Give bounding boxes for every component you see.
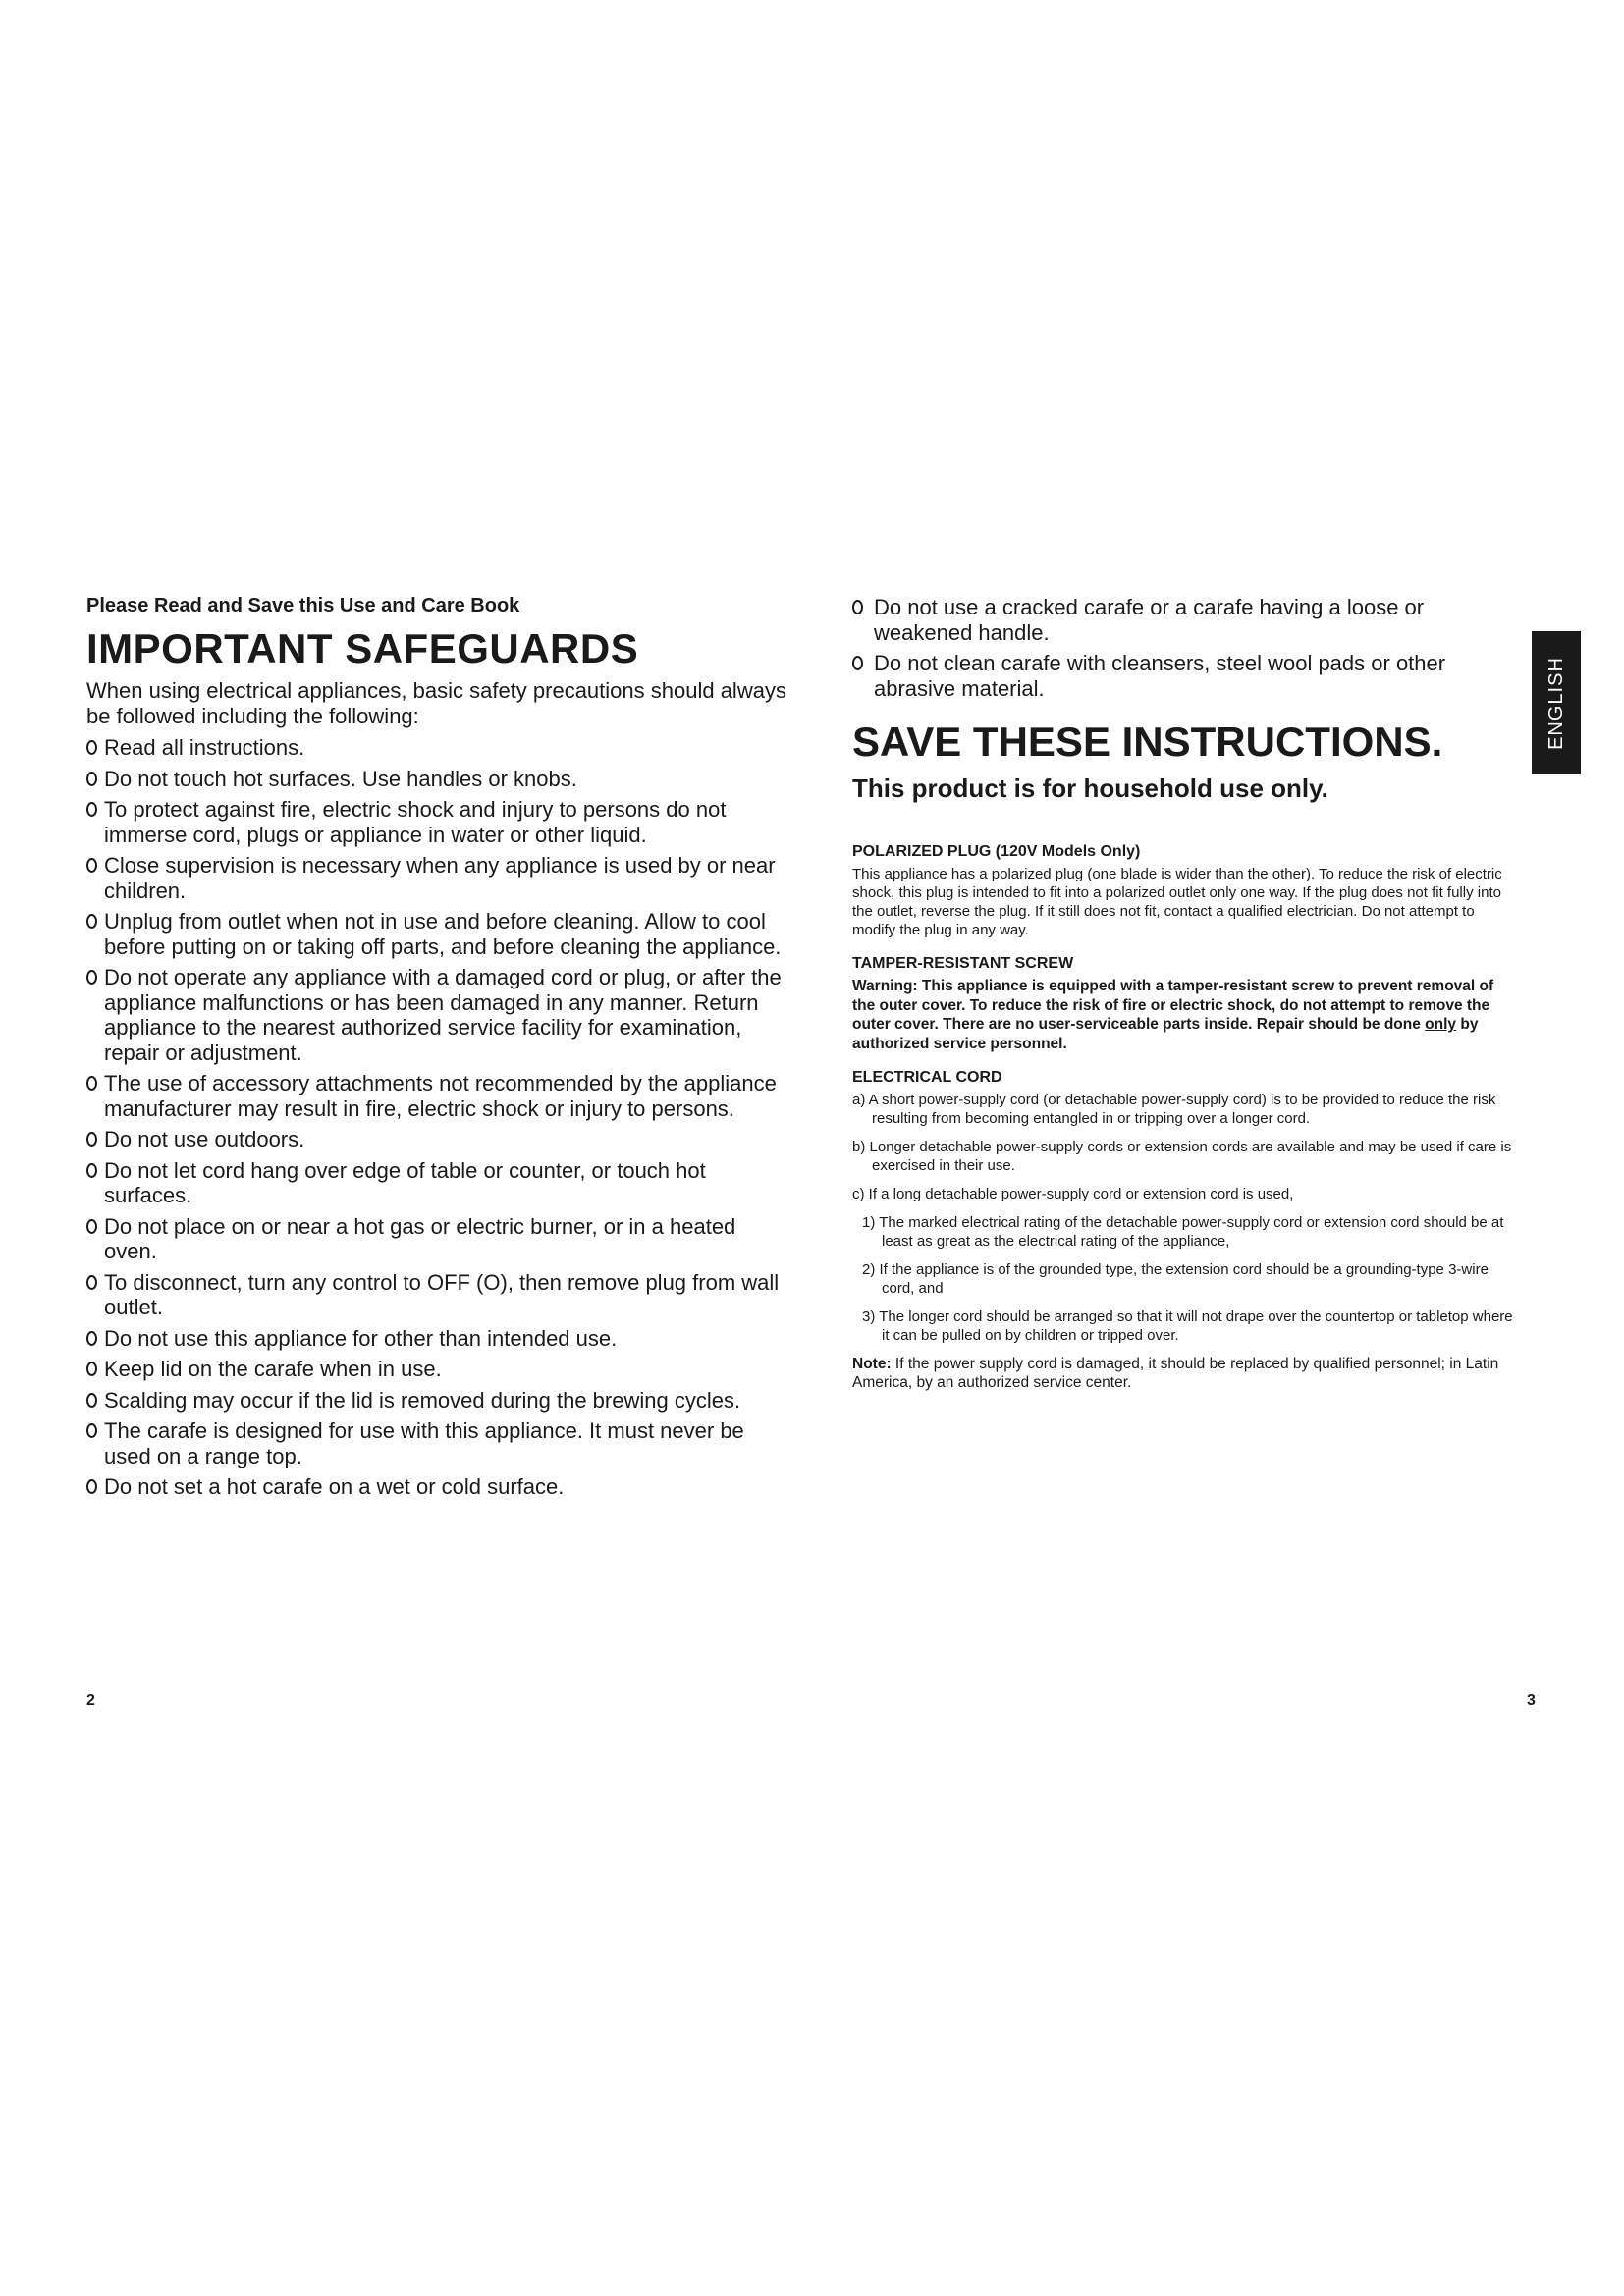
save-instructions-title: SAVE THESE INSTRUCTIONS. bbox=[852, 719, 1443, 765]
list-item: The carafe is designed for use with this appliance. It must never be used on a range top. bbox=[86, 1418, 793, 1468]
circle-bullet-icon bbox=[86, 802, 97, 817]
circle-bullet-icon bbox=[86, 740, 97, 755]
list-item: Do not operate any appliance with a damaged cord or plug, or after the appliance malfunctions or has been damaged in any manner. Return appliance to the nearest authorized service facility for examination, repair or adjustment. bbox=[86, 965, 793, 1065]
list-item: Do not use a cracked carafe or a carafe having a loose or weakened handle. bbox=[852, 595, 1520, 645]
list-item: 2) If the appliance is of the grounded type, the extension cord should be a grounding-type 3-wire cord, and bbox=[862, 1261, 1489, 1298]
circle-bullet-icon bbox=[86, 1479, 97, 1494]
household-use-notice: This product is for household use only. bbox=[852, 774, 1328, 804]
circle-bullet-icon bbox=[86, 1163, 97, 1178]
intro-text: When using electrical appliances, basic safety precautions should always be followed including the following: bbox=[86, 678, 786, 729]
list-item: a) A short power-supply cord (or detachable power-supply cord) is to be provided to reduce the risk resulting from becoming entangled in or tripping over a longer cord. bbox=[852, 1092, 1496, 1128]
note-label: Note: bbox=[852, 1356, 892, 1373]
circle-bullet-icon bbox=[86, 1219, 97, 1234]
language-tab bbox=[1532, 631, 1581, 774]
list-item: Read all instructions. bbox=[86, 735, 793, 761]
power-cord-note: Note: If the power supply cord is damaged, it should be replaced by qualified personnel; in Latin America, by an authorized service center. bbox=[852, 1356, 1499, 1392]
safeguard-list-continued bbox=[852, 595, 1520, 701]
list-item: b) Longer detachable power-supply cords or extension cords are available and may be used if care is exercised in their use. bbox=[852, 1139, 1512, 1175]
tamper-screw-heading: TAMPER-RESISTANT SCREW bbox=[852, 955, 1074, 973]
list-item: 3) The longer cord should be arranged so that it will not drape over the countertop or tabletop where it can be pulled on by children or tripped over. bbox=[862, 1308, 1513, 1345]
circle-bullet-icon bbox=[86, 1423, 97, 1438]
page-number-right: 3 bbox=[1527, 1692, 1536, 1709]
left-page bbox=[86, 595, 793, 1506]
list-item: Do not let cord hang over edge of table or counter, or touch hot surfaces. bbox=[86, 1158, 793, 1208]
circle-bullet-icon bbox=[86, 970, 97, 985]
electrical-cord-list bbox=[852, 1091, 1520, 1203]
circle-bullet-icon bbox=[86, 914, 97, 929]
polarized-plug-text: This appliance has a polarized plug (one blade is wider than the other). To reduce the risk of electric shock, this plug is intended to fit into a polarized outlet only one way. If the plug does not fit fully into the outlet, reverse the plug. If it still does not fit, contact a qualified electrician. Do not attempt to modify the plug in any way. bbox=[852, 866, 1502, 939]
electrical-cord-heading: ELECTRICAL CORD bbox=[852, 1069, 1002, 1087]
list-item: To protect against fire, electric shock and injury to persons do not immerse cord, plugs or appliance in water or other liquid. bbox=[86, 797, 793, 847]
list-item: Scalding may occur if the lid is removed during the brewing cycles. bbox=[86, 1388, 793, 1414]
list-item: 1) The marked electrical rating of the detachable power-supply cord or extension cord should be at least as great as the electrical rating of the appliance, bbox=[862, 1214, 1504, 1251]
list-item: Close supervision is necessary when any appliance is used by or near children. bbox=[86, 853, 793, 903]
page-title: IMPORTANT SAFEGUARDS bbox=[86, 625, 639, 671]
circle-bullet-icon bbox=[86, 858, 97, 873]
kicker: Please Read and Save this Use and Care Book bbox=[86, 595, 520, 616]
list-item: The use of accessory attachments not recommended by the appliance manufacturer may result in fire, electric shock or injury to persons. bbox=[86, 1071, 793, 1121]
list-item: Do not clean carafe with cleansers, steel wool pads or other abrasive material. bbox=[852, 651, 1520, 701]
underlined-only: only bbox=[1425, 1016, 1457, 1034]
list-item: Keep lid on the carafe when in use. bbox=[86, 1357, 793, 1382]
list-item: To disconnect, turn any control to OFF (O), then remove plug from wall outlet. bbox=[86, 1270, 793, 1320]
circle-bullet-icon bbox=[86, 1393, 97, 1408]
circle-bullet-icon bbox=[86, 1362, 97, 1376]
circle-bullet-icon bbox=[86, 1275, 97, 1290]
list-item: Unplug from outlet when not in use and before cleaning. Allow to cool before putting on or taking off parts, and before cleaning the appliance. bbox=[86, 909, 793, 959]
list-item: Do not place on or near a hot gas or electric burner, or in a heated oven. bbox=[86, 1214, 793, 1264]
right-page bbox=[852, 595, 1520, 1392]
list-item: Do not set a hot carafe on a wet or cold surface. bbox=[86, 1474, 793, 1500]
circle-bullet-icon bbox=[86, 1132, 97, 1147]
language-tab-label: ENGLISH bbox=[1544, 656, 1567, 750]
list-item: Do not use this appliance for other than intended use. bbox=[86, 1326, 793, 1352]
electrical-cord-sublist bbox=[862, 1213, 1520, 1345]
circle-bullet-icon bbox=[852, 656, 863, 670]
circle-bullet-icon bbox=[86, 772, 97, 786]
list-item: c) If a long detachable power-supply cord or extension cord is used, bbox=[852, 1186, 1294, 1203]
tamper-screw-warning: Warning: This appliance is equipped with a tamper-resistant screw to prevent removal of the outer cover. To reduce the risk of fire or electric shock, do not attempt to remove the outer cover. There are no user-serviceable parts inside. Repair should be done only by authorized service personnel. bbox=[852, 978, 1494, 1052]
circle-bullet-icon bbox=[852, 600, 863, 614]
safeguard-list bbox=[86, 735, 793, 1500]
circle-bullet-icon bbox=[86, 1076, 97, 1091]
circle-bullet-icon bbox=[86, 1331, 97, 1346]
list-item: Do not touch hot surfaces. Use handles or knobs. bbox=[86, 767, 793, 792]
list-item: Do not use outdoors. bbox=[86, 1127, 793, 1152]
page-number-left: 2 bbox=[86, 1692, 95, 1709]
polarized-plug-heading: POLARIZED PLUG (120V Models Only) bbox=[852, 843, 1141, 861]
